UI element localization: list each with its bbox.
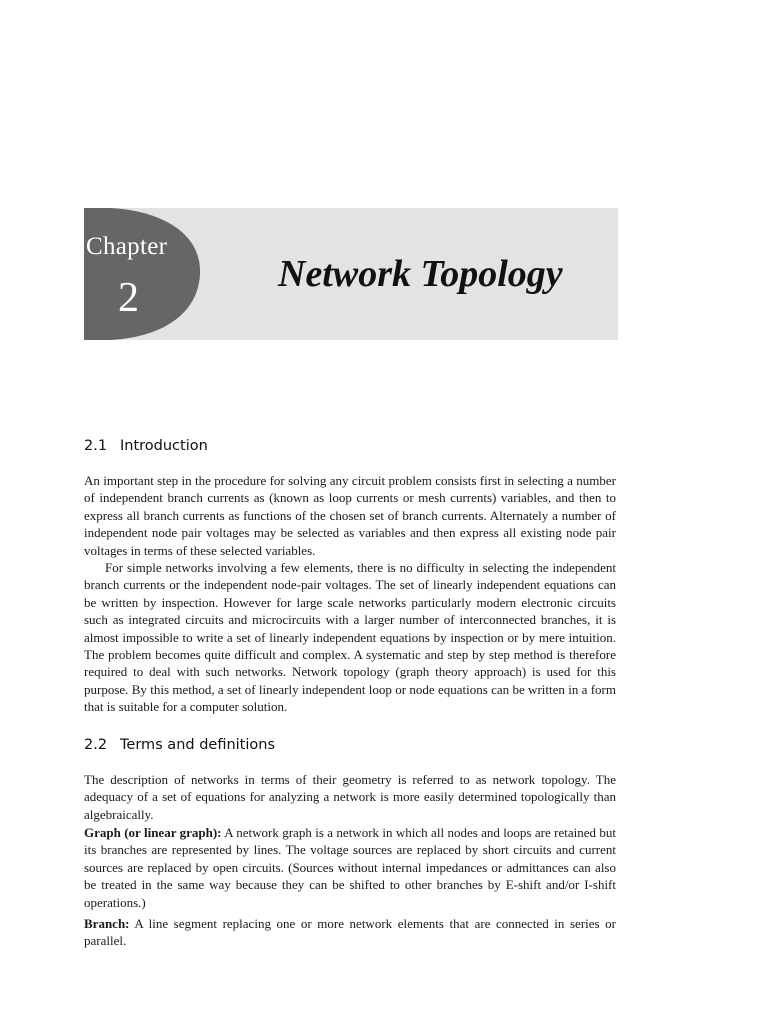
definition-term: Graph (or linear graph): <box>84 825 222 840</box>
chapter-number: 2 <box>118 275 139 321</box>
chapter-title: Network Topology <box>278 253 563 295</box>
section-title: Terms and definitions <box>120 737 276 753</box>
chapter-label: Chapter <box>86 233 168 260</box>
section-number: 2.1 <box>84 438 108 454</box>
definition-branch <box>84 915 616 950</box>
intro-paragraph-2: For simple networks involving a few elements, there is no difficulty in selecting the independent branch currents or the independent node-pair voltages. The set of linearly independent equations can be written by inspection. However for large scale networks particularly modern electronic circuits such as integrated circuits and microcircuits with a larger number of interconnected branches, it is almost impossible to write a set of linearly independent equations by inspection or by mere intuition. The problem becomes quite difficult and complex. A systematic and step by step method is therefore required to deal with such networks. Network topology (graph theory approach) is used for this purpose. By this method, a set of linearly independent loop or node equations can be written in a form that is suitable for a computer solution. <box>84 560 616 715</box>
definition-term: Branch: <box>84 916 130 931</box>
intro-paragraph-1: An important step in the procedure for solving any circuit problem consists first in selecting a number of independent branch currents as (known as loop currents or mesh currents) variables, and then to express all branch currents as functions of the chosen set of branch currents. Alternately a number of independent node pair voltages may be selected as variables and then express all existing node pair voltages in terms of these selected variables. <box>84 473 616 558</box>
section-title: Introduction <box>120 438 208 454</box>
section-heading-introduction <box>84 438 208 454</box>
terms-paragraph-1: The description of networks in terms of their geometry is referred to as network topology. The adequacy of a set of equations for analyzing a network is more easily determined topologically than algebraically. <box>84 772 616 822</box>
definition-text: A line segment replacing one or more network elements that are connected in series or parallel. <box>84 916 616 949</box>
section-heading-terms <box>84 737 275 753</box>
definition-graph <box>84 824 616 911</box>
definition-text: A network graph is a network in which all nodes and loops are retained but its branches are represented by lines. The voltage sources are replaced by short circuits and current sources are replaced by open circuits. (Sources without internal impedances or admittances can also be treated in the same way because they can be shifted to other branches by E-shift and/or I-shift operations.) <box>84 825 616 910</box>
section-number: 2.2 <box>84 737 108 753</box>
